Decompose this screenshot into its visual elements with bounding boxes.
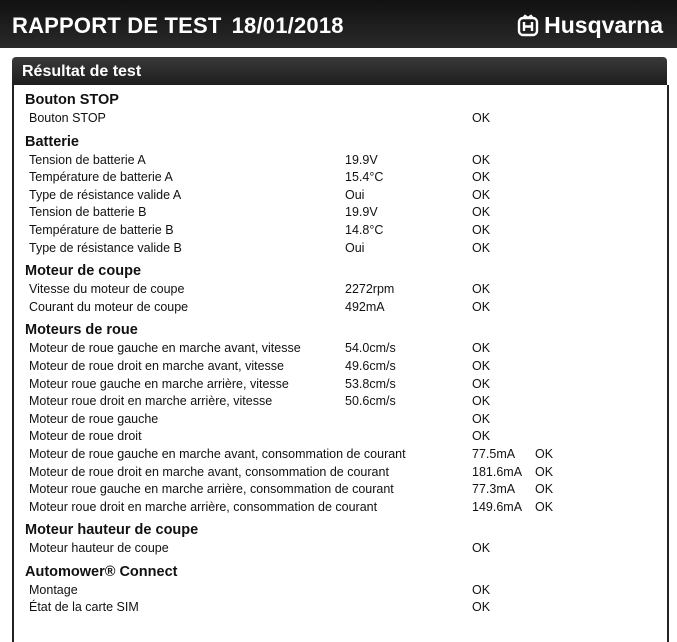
report-title — [12, 13, 344, 39]
test-status: OK — [472, 411, 491, 426]
group-height-motor — [25, 521, 667, 558]
result-row — [25, 393, 667, 411]
husqvarna-crown-icon — [516, 14, 540, 38]
test-value: 19.9V — [345, 152, 378, 167]
test-value: 181.6mA — [472, 464, 523, 479]
test-value: 15.4°C — [345, 170, 384, 185]
test-status: OK — [535, 464, 554, 479]
test-name: Tension de batterie A — [29, 152, 146, 167]
test-value: 2272rpm — [345, 282, 395, 297]
test-name: Courant du moteur de coupe — [29, 299, 189, 314]
section-title: Résultat de test — [22, 63, 142, 80]
result-row — [25, 281, 667, 299]
test-name: Tension de batterie B — [29, 205, 147, 220]
test-value: 14.8°C — [345, 222, 384, 237]
test-value: Oui — [345, 240, 365, 255]
section-header — [12, 57, 667, 85]
test-name: Moteur de roue gauche en marche avant, vitesse — [29, 341, 301, 356]
result-row — [25, 299, 667, 317]
result-row — [25, 499, 667, 517]
test-value: 492mA — [345, 299, 385, 314]
group-stop-button — [25, 91, 667, 128]
report-title-text: RAPPORT DE TEST — [12, 13, 222, 38]
test-status: OK — [472, 205, 491, 220]
group-wheel-motors — [25, 321, 667, 516]
test-status: OK — [472, 170, 491, 185]
test-name: Vitesse du moteur de coupe — [29, 282, 185, 297]
test-name: Température de batterie A — [29, 170, 173, 185]
result-row — [25, 582, 667, 600]
test-status: OK — [472, 299, 491, 314]
test-value: 49.6cm/s — [345, 358, 396, 373]
result-row — [25, 481, 667, 499]
group-title: Moteur hauteur de coupe — [25, 522, 199, 539]
test-value: 50.6cm/s — [345, 394, 396, 409]
test-value: 149.6mA — [472, 499, 523, 514]
test-name: Moteur de roue gauche en marche avant, consommation de courant — [29, 446, 406, 461]
test-name: Moteur roue gauche en marche arrière, vitesse — [29, 376, 289, 391]
group-title: Automower® Connect — [25, 563, 178, 580]
test-status: OK — [472, 582, 491, 597]
result-row — [25, 222, 667, 240]
test-status: OK — [535, 446, 554, 461]
result-row — [25, 376, 667, 394]
result-row — [25, 110, 667, 128]
test-name: Type de résistance valide B — [29, 240, 182, 255]
test-status: OK — [472, 358, 491, 373]
result-row — [25, 169, 667, 187]
result-row — [25, 152, 667, 170]
test-name: Moteur hauteur de coupe — [29, 541, 169, 556]
test-name: Moteur de roue droit — [29, 429, 142, 444]
group-cutting-motor — [25, 262, 667, 316]
test-status: OK — [472, 341, 491, 356]
result-row — [25, 464, 667, 482]
result-row — [25, 540, 667, 558]
group-title: Bouton STOP — [25, 92, 119, 108]
test-name: Moteur de roue droit en marche avant, vitesse — [29, 358, 284, 373]
test-status: OK — [472, 541, 491, 556]
test-status: OK — [472, 111, 491, 125]
test-value: 77.3mA — [472, 482, 516, 497]
result-row — [25, 187, 667, 205]
report-date: 18/01/2018 — [231, 13, 344, 38]
test-results — [12, 85, 669, 642]
test-name: Moteur de roue gauche — [29, 411, 159, 426]
report-header — [0, 0, 677, 48]
test-name: Bouton STOP — [29, 111, 106, 125]
test-status: OK — [472, 282, 491, 297]
test-status: OK — [535, 499, 554, 514]
test-value: 53.8cm/s — [345, 376, 396, 391]
test-name: Moteur roue droit en marche arrière, consommation de courant — [29, 499, 378, 514]
test-status: OK — [472, 240, 491, 255]
result-row — [25, 340, 667, 358]
test-status: OK — [472, 376, 491, 391]
test-name: Montage — [29, 582, 78, 597]
group-title: Moteur de coupe — [25, 263, 142, 280]
test-status: OK — [472, 394, 491, 409]
result-row — [25, 240, 667, 258]
group-automower-connect — [25, 563, 667, 617]
group-title: Batterie — [25, 133, 79, 150]
result-row — [25, 358, 667, 376]
test-name: Moteur de roue droit en marche avant, consommation de courant — [29, 464, 389, 479]
result-row — [25, 204, 667, 222]
test-status: OK — [472, 187, 491, 202]
test-name: Type de résistance valide A — [29, 187, 182, 202]
result-row — [25, 428, 667, 446]
test-name: Moteur roue droit en marche arrière, vitesse — [29, 394, 273, 409]
test-status: OK — [535, 482, 554, 497]
test-value: 19.9V — [345, 205, 378, 220]
test-status: OK — [472, 600, 491, 615]
test-name: Moteur roue gauche en marche arrière, consommation de courant — [29, 482, 394, 497]
test-name: État de la carte SIM — [29, 600, 139, 615]
test-name: Température de batterie B — [29, 222, 174, 237]
group-battery — [25, 133, 667, 258]
test-status: OK — [472, 222, 491, 237]
test-value: 77.5mA — [472, 446, 516, 461]
brand-name: Husqvarna — [544, 12, 663, 38]
test-status: OK — [472, 429, 491, 444]
result-row — [25, 446, 667, 464]
result-row — [25, 411, 667, 429]
test-value: 54.0cm/s — [345, 341, 396, 356]
test-value: Oui — [345, 187, 365, 202]
result-row — [25, 599, 667, 617]
test-status: OK — [472, 152, 491, 167]
brand-logo — [516, 12, 663, 39]
group-title: Moteurs de roue — [25, 322, 138, 339]
